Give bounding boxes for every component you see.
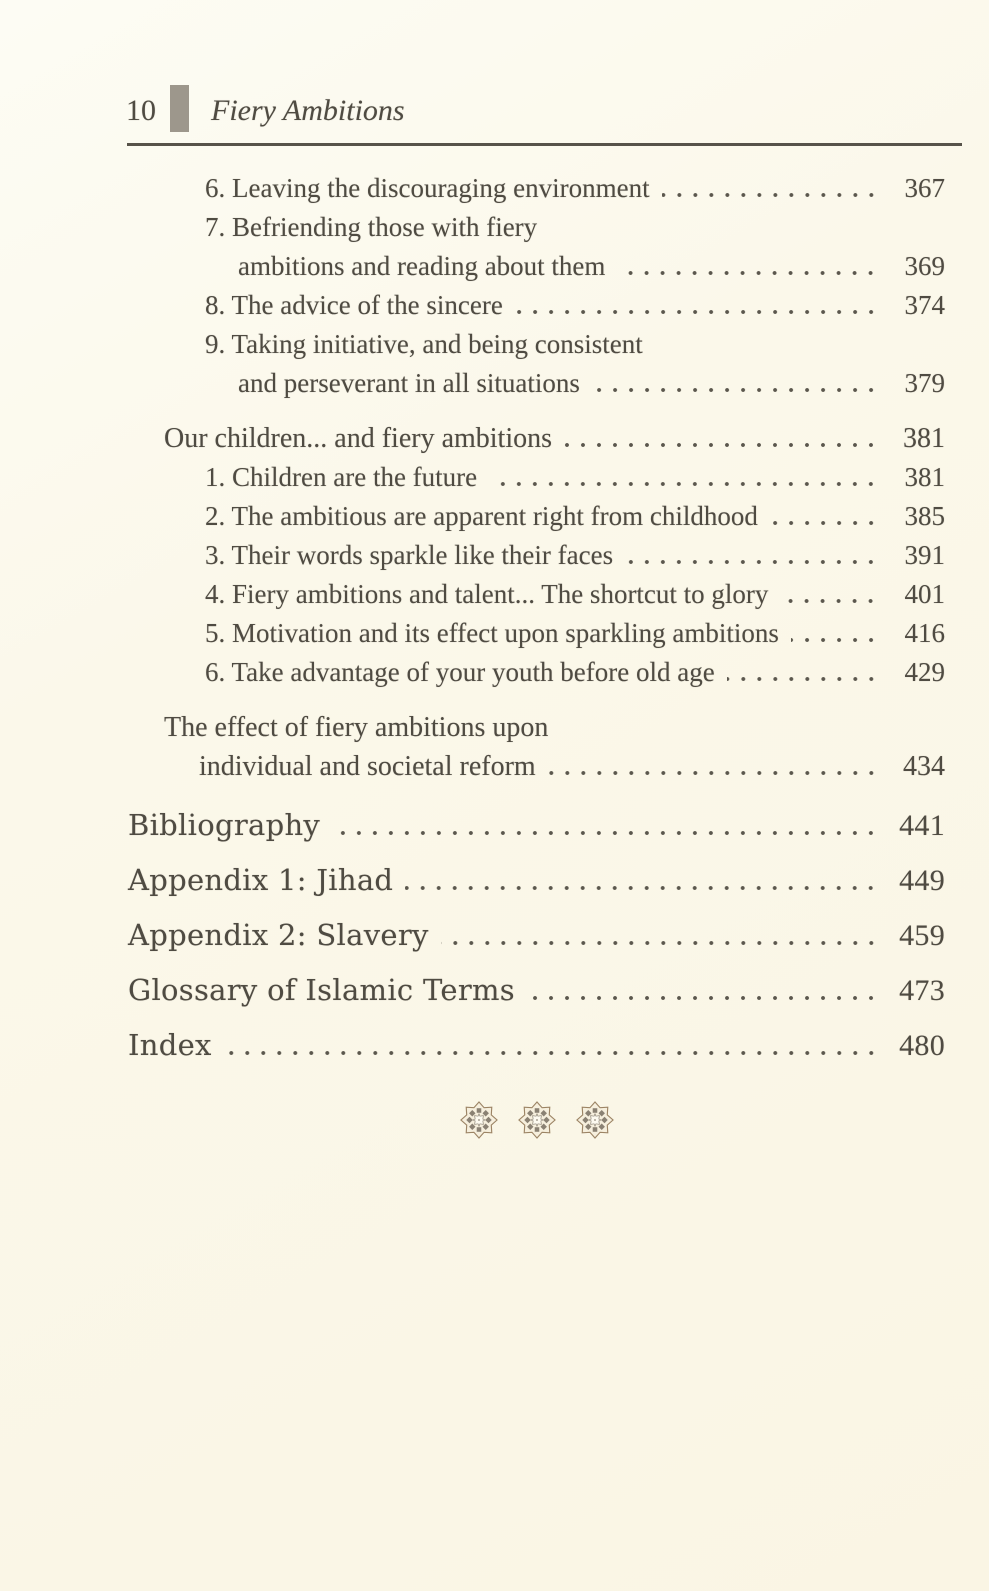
- toc-entry-label: The effect of fiery ambitions upon: [164, 712, 549, 743]
- dot-leader: [224, 1051, 879, 1055]
- toc-entry-page: 449: [899, 864, 945, 897]
- toc-entry-page: 374: [904, 290, 945, 320]
- toc-entry-label: 9. Taking initiative, and being consistent: [205, 329, 643, 359]
- toc-entry: [0, 614, 945, 653]
- toc-entry: [0, 853, 945, 908]
- toc-entry-label: 1. Children are the future: [205, 462, 478, 492]
- toc-entry: [0, 536, 945, 575]
- toc-entry-label: Appendix 1: Jihad: [128, 863, 394, 897]
- dot-leader: [780, 599, 879, 603]
- toc-entry-page: 379: [904, 368, 945, 398]
- folio-page-number: 10: [126, 94, 156, 127]
- toc-entry-page: 429: [904, 657, 945, 687]
- table-of-contents: [0, 169, 989, 1073]
- dot-leader: [489, 482, 879, 486]
- toc-entry-label: ambitions and reading about them: [238, 251, 606, 281]
- toc-entry: [0, 1018, 945, 1073]
- toc-entry-label: 6. Take advantage of your youth before old age: [205, 657, 715, 687]
- dot-leader: [515, 310, 879, 314]
- toc-entry-page: 434: [903, 751, 945, 782]
- toc-entry-page: 416: [904, 618, 945, 648]
- toc-entry: [0, 419, 945, 458]
- toc-entry-label: Bibliography: [128, 808, 321, 842]
- toc-entry-label: individual and societal reform: [199, 751, 536, 782]
- toc-entry-label: Our children... and fiery ambitions: [164, 423, 553, 454]
- toc-entry: [0, 458, 945, 497]
- dot-leader: [617, 271, 879, 275]
- toc-entry-label: Glossary of Islamic Terms: [128, 973, 515, 1007]
- dot-leader: [527, 996, 879, 1000]
- eight-pointed-star-icon: [518, 1101, 556, 1139]
- toc-entry-label: 4. Fiery ambitions and talent... The shortcut to glory: [205, 579, 769, 609]
- toc-entry: [0, 169, 945, 208]
- toc-entry-page: 381: [904, 462, 945, 492]
- toc-entry-label: Index: [128, 1028, 212, 1062]
- toc-entry-page: 441: [899, 809, 945, 842]
- eight-pointed-star-icon: [460, 1101, 498, 1139]
- dot-leader: [625, 560, 879, 564]
- toc-entry: [0, 247, 945, 286]
- dot-leader: [405, 886, 879, 890]
- toc-entry: [0, 208, 945, 247]
- dot-leader: [441, 941, 879, 945]
- toc-entry-label: 6. Leaving the discouraging environment: [205, 173, 650, 203]
- dot-leader: [727, 677, 879, 681]
- dot-leader: [592, 388, 879, 392]
- toc-entry: [0, 653, 945, 692]
- toc-entry-page: 369: [904, 251, 945, 281]
- toc-entry-label: 5. Motivation and its effect upon sparkling ambitions: [205, 618, 779, 648]
- toc-entry-page: 401: [904, 579, 945, 609]
- running-title: Fiery Ambitions: [211, 94, 405, 127]
- header-accent-bar: [170, 85, 189, 132]
- toc-entry: [0, 575, 945, 614]
- dot-leader: [548, 771, 879, 775]
- toc-entry-label: 8. The advice of the sincere: [205, 290, 503, 320]
- toc-entry: [0, 325, 945, 364]
- toc-entry: [0, 798, 945, 853]
- toc-entry: [0, 908, 945, 963]
- dot-leader: [332, 831, 879, 835]
- dot-leader: [770, 521, 879, 525]
- toc-entry: [0, 364, 945, 403]
- dot-leader: [791, 638, 879, 642]
- toc-entry-label: Appendix 2: Slavery: [128, 918, 429, 952]
- toc-entry: [0, 747, 945, 786]
- dot-leader: [564, 443, 879, 447]
- toc-entry: [0, 286, 945, 325]
- toc-entry-label: 3. Their words sparkle like their faces: [205, 540, 614, 570]
- toc-entry-label: 2. The ambitious are apparent right from childhood: [205, 501, 758, 531]
- dot-leader: [662, 193, 879, 197]
- header-rule: [127, 143, 962, 146]
- ornament-row: [128, 1101, 945, 1139]
- toc-entry-page: 385: [904, 501, 945, 531]
- toc-entry: [0, 497, 945, 536]
- toc-entry-label: and perseverant in all situations: [238, 368, 580, 398]
- toc-entry-label: 7. Befriending those with fiery: [205, 212, 538, 242]
- toc-entry: [0, 963, 945, 1018]
- toc-entry-page: 480: [899, 1029, 945, 1062]
- toc-entry-page: 381: [903, 423, 945, 454]
- toc-entry-page: 391: [904, 540, 945, 570]
- toc-entry: [0, 708, 945, 747]
- toc-entry-page: 367: [904, 173, 945, 203]
- eight-pointed-star-icon: [576, 1101, 614, 1139]
- toc-entry-page: 459: [899, 919, 945, 952]
- toc-entry-page: 473: [899, 974, 945, 1007]
